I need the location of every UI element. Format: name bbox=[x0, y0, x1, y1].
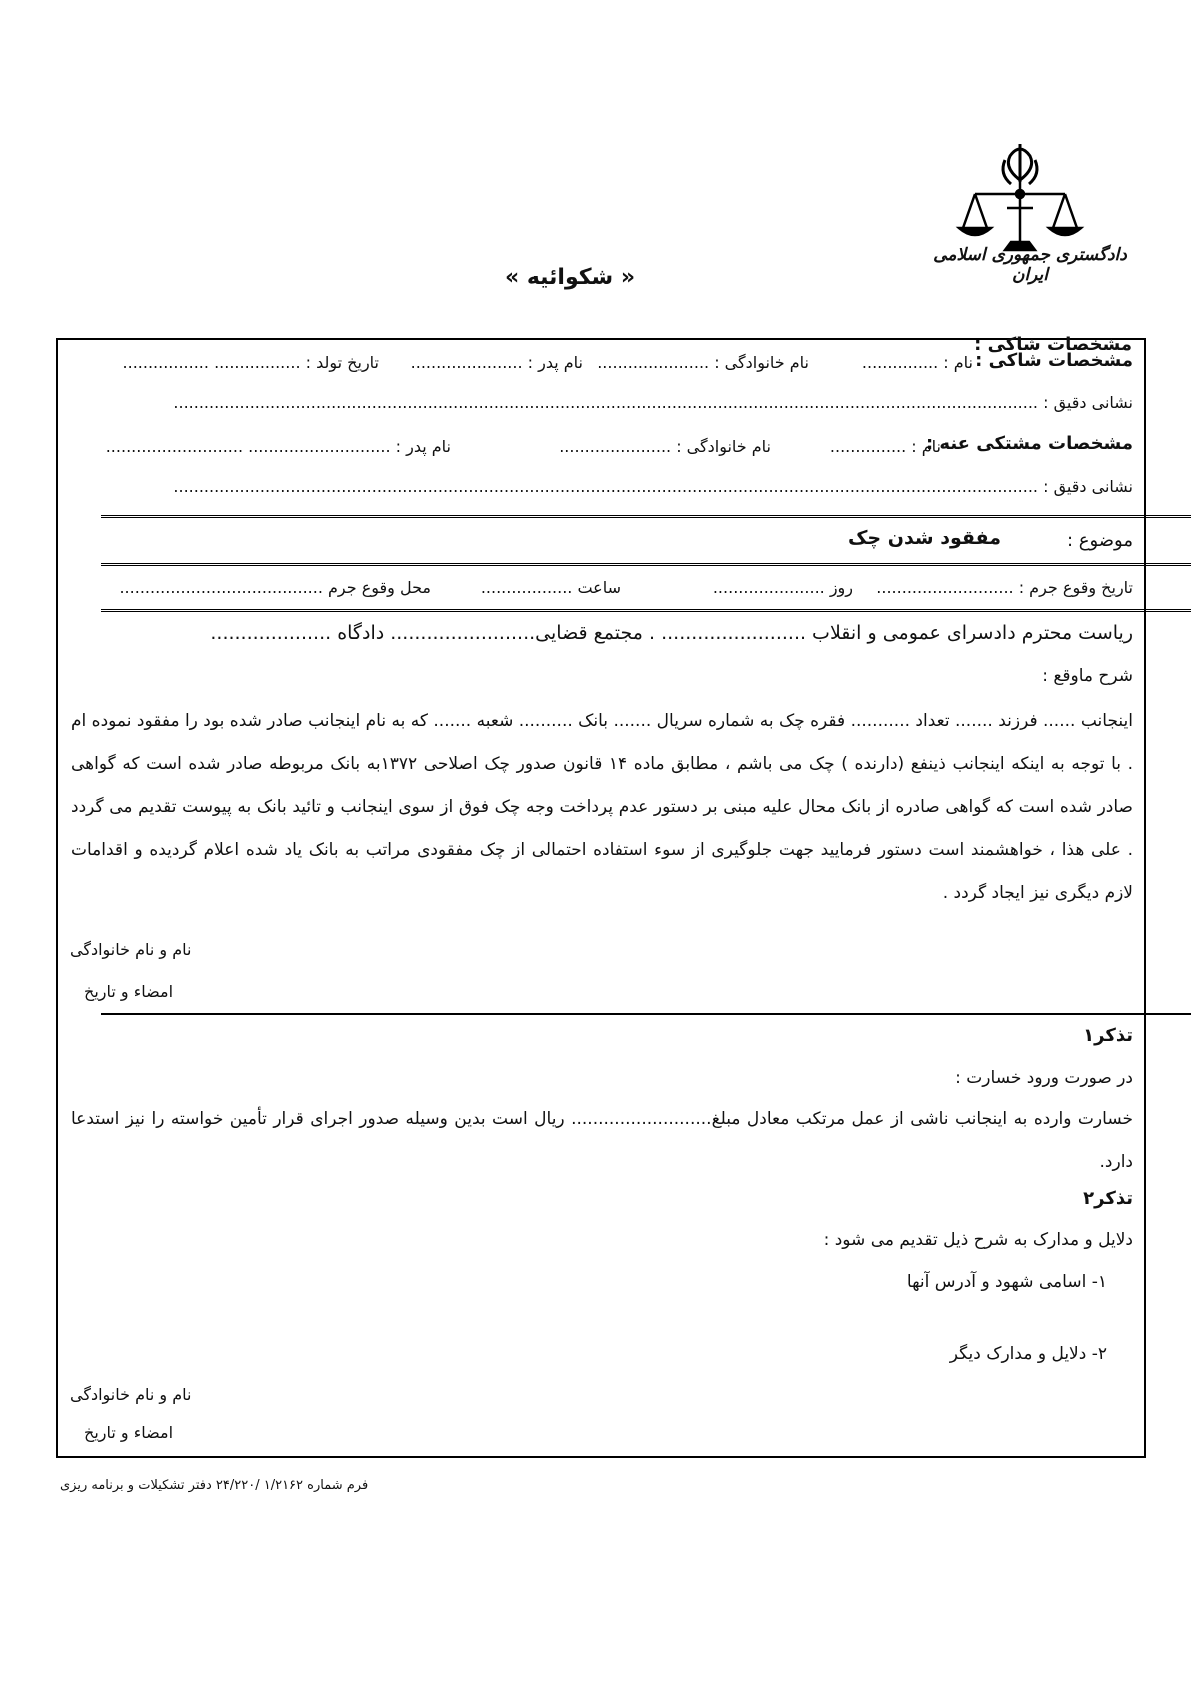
subject-value: مفقود شدن چک bbox=[847, 527, 1001, 549]
defendant-family-field[interactable]: نام خانوادگی : ...................... bbox=[559, 437, 771, 456]
crime-time-field[interactable]: ساعت .................. bbox=[480, 578, 621, 597]
note2-title: تذکر۲ bbox=[1083, 1188, 1133, 1209]
divider bbox=[101, 609, 1191, 612]
form-title: « شکوائیه » bbox=[504, 265, 636, 290]
note1-text: خسارت وارده به اینجانب ناشی از عمل مرتکب معادل مبلغ.......................... ریال است بدین وسیله صدور اجرای قرار تأمین خواسته را نیز استدعا دارد. bbox=[71, 1109, 1133, 1172]
divider bbox=[101, 563, 1191, 566]
form-number-footer: فرم شماره ۱/۲۱۶۲ /۲۴/۲۲۰ دفتر تشکیلات و برنامه ریزی bbox=[60, 1478, 369, 1493]
signature2-name: نام و نام خانوادگی bbox=[70, 1385, 192, 1404]
note2-item2: ۲- دلایل و مدارک دیگر bbox=[949, 1344, 1107, 1364]
complainant-birth-field[interactable]: تاریخ تولد : ................. ................. bbox=[122, 353, 379, 372]
complainant-heading-label: مشخصات شاکی : bbox=[975, 350, 1133, 371]
crime-day-field[interactable]: روز ...................... bbox=[712, 578, 853, 597]
defendant-heading: مشخصات مشتکی عنه : bbox=[925, 433, 1133, 454]
court-name: دادگستری جمهوری اسلامی ایران bbox=[933, 245, 1127, 285]
divider bbox=[101, 515, 1191, 518]
complainant-family-field[interactable]: نام خانوادگی : ...................... bbox=[597, 353, 809, 372]
signature1-name: نام و نام خانوادگی bbox=[70, 940, 192, 959]
crime-place-field[interactable]: محل وقوع جرم ........................................ bbox=[119, 578, 431, 597]
defendant-address-field[interactable]: نشانی دقیق : .......................................................................................................................................................................... bbox=[173, 477, 1133, 496]
subject-label: موضوع : bbox=[1066, 530, 1133, 551]
signature2-sign: امضاء و تاریخ bbox=[84, 1423, 174, 1442]
crime-date-field[interactable]: تاریخ وقوع جرم : ........................... bbox=[876, 578, 1133, 597]
note1-title: تذکر۱ bbox=[1083, 1025, 1133, 1046]
complainant-heading: مشخصات شاکی : bbox=[974, 334, 1132, 355]
defendant-father-field[interactable]: نام پدر : ............................ ........................... bbox=[105, 437, 451, 456]
note2-item1: ۱- اسامی شهود و آدرس آنها bbox=[906, 1272, 1107, 1292]
addressee: ریاست محترم دادسرای عمومی و انقلاب ........................ . مجتمع قضایی........................ دادگاه .................... bbox=[210, 622, 1133, 644]
note1-line1: در صورت ورود خسارت : bbox=[955, 1068, 1133, 1088]
narrative-label: شرح ماوقع : bbox=[1042, 666, 1133, 686]
narrative-text: اینجانب ...... فرزند ....... تعداد ........... فقره چک به شماره سریال ....... بانک .......... شعبه ....... که به نام اینجانب صادر شده بود را مفقود نموده ام . با توجه به اینکه اینجانب ذینفع (دارنده ) چک می باشم ، مطابق ماده ۱۴ قانون صدور چک اصلاحی ۱۳۷۲به بانک مربوطه صادر شده است که گواهی صادر شده است که گواهی صادره از بانک محال علیه مبنی بر دستور عدم پرداخت وجه چک فوق از سوی اینجانب و تائید بانک به پیوست تقدیم می گردد . علی هذا ، خواهشمند است دستور فرمایید جهت جلوگیری از سوء استفاده احتمالی از چک مفقودی مراتب به بانک یاد شده اعلام گردیده و اقدامات لازم دیگری نیز ایجاد گردد . bbox=[71, 711, 1133, 903]
signature1-sign: امضاء و تاریخ bbox=[84, 982, 174, 1001]
divider bbox=[101, 1013, 1191, 1015]
complainant-address-field[interactable]: نشانی دقیق : .......................................................................................................................................................................... bbox=[173, 393, 1133, 412]
defendant-name-field[interactable]: نام : ............... bbox=[829, 437, 941, 456]
complainant-name-field[interactable]: نام : ............... bbox=[861, 353, 973, 372]
complainant-father-field[interactable]: نام پدر : ...................... bbox=[410, 353, 583, 372]
note2-line1: دلایل و مدارک به شرح ذیل تقدیم می شود : bbox=[823, 1230, 1133, 1250]
